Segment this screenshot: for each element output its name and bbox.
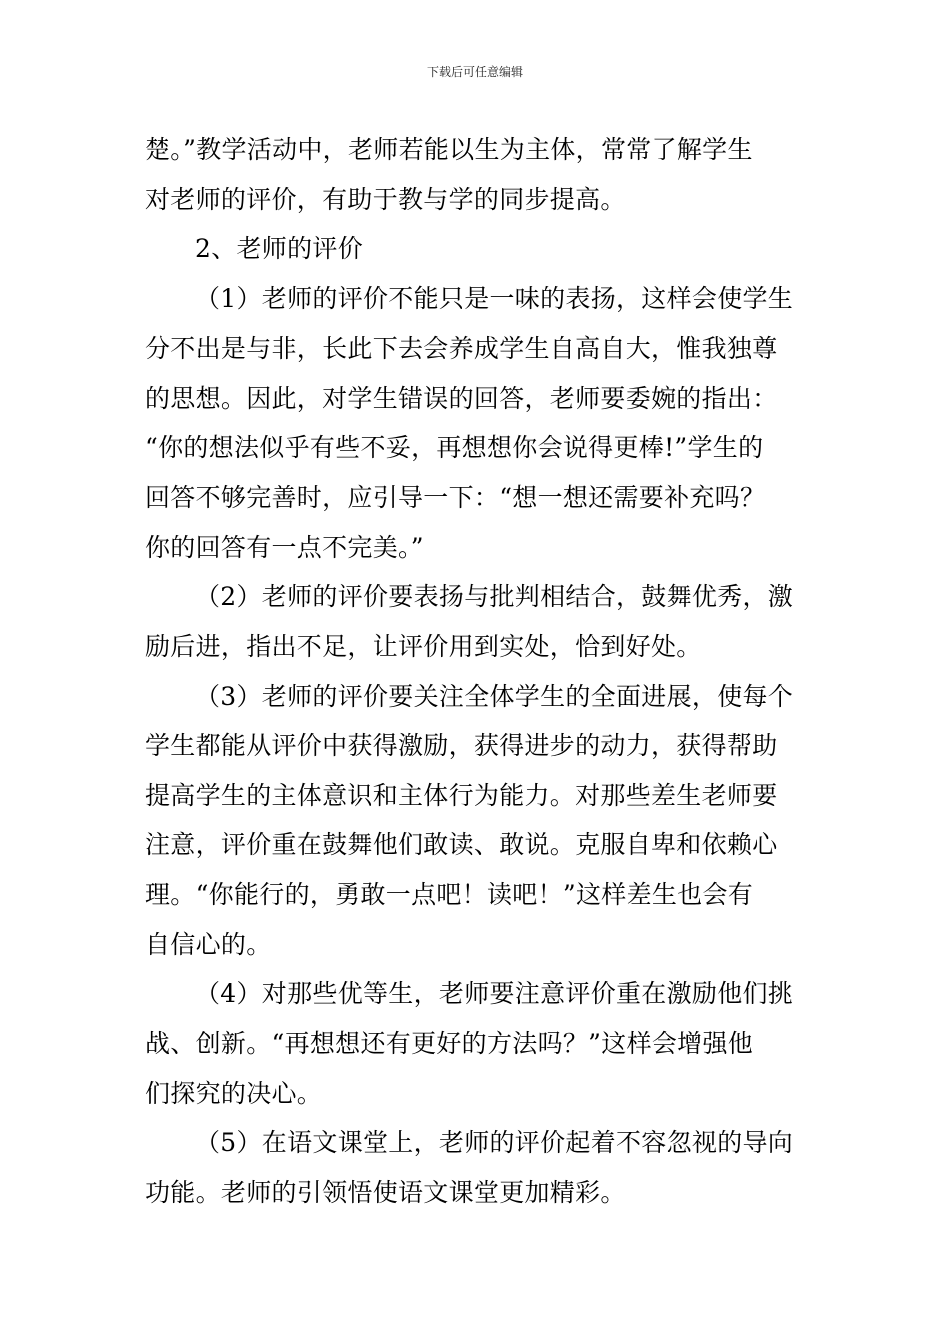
text-line: 们探究的决心。 bbox=[145, 1079, 323, 1108]
text-line: 励后进，指出不足，让评价用到实处，恰到好处。 bbox=[145, 632, 702, 661]
text-line: 注意，评价重在鼓舞他们敢读、敢说。克服自卑和依赖心 bbox=[145, 830, 778, 859]
text-line: （2）老师的评价要表扬与批判相结合，鼓舞优秀，激 bbox=[195, 582, 794, 611]
text-line: 战、创新。“再想想还有更好的方法吗？”这样会增强他 bbox=[145, 1029, 754, 1058]
section-heading: 2、老师的评价 bbox=[195, 234, 364, 263]
text-line: 自信心的。 bbox=[145, 930, 272, 959]
text-line: 分不出是与非，长此下去会养成学生自高自大，惟我独尊 bbox=[145, 334, 778, 363]
text-line: 的思想。因此，对学生错误的回答，老师要委婉的指出： bbox=[145, 384, 778, 413]
text-line: （4）对那些优等生，老师要注意评价重在激励他们挑 bbox=[195, 979, 794, 1008]
text-line: 学生都能从评价中获得激励，获得进步的动力，获得帮助 bbox=[145, 731, 778, 760]
text-line: （1）老师的评价不能只是一味的表扬，这样会使学生 bbox=[195, 284, 794, 313]
text-line: 理。“你能行的，勇敢一点吧！读吧！”这样差生也会有 bbox=[145, 880, 754, 909]
text-line: 你的回答有一点不完美。” bbox=[145, 533, 424, 562]
text-line: （3）老师的评价要关注全体学生的全面进展，使每个 bbox=[195, 682, 794, 711]
text-line: “你的想法似乎有些不妥，再想想你会说得更棒!”学生的 bbox=[145, 433, 764, 462]
text-line: 提高学生的主体意识和主体行为能力。对那些差生老师要 bbox=[145, 781, 778, 810]
text-line: 楚。”教学活动中，老师若能以生为主体，常常了解学生 bbox=[145, 135, 753, 164]
text-line: 功能。老师的引领悟使语文课堂更加精彩。 bbox=[145, 1178, 626, 1207]
text-line: 对老师的评价，有助于教与学的同步提高。 bbox=[145, 185, 626, 214]
text-line: （5）在语文课堂上，老师的评价起着不容忽视的导向 bbox=[195, 1128, 794, 1157]
page-header: 下载后可任意编辑 bbox=[426, 65, 523, 79]
text-line: 回答不够完善时，应引导一下：“想一想还需要补充吗？ bbox=[145, 483, 766, 512]
